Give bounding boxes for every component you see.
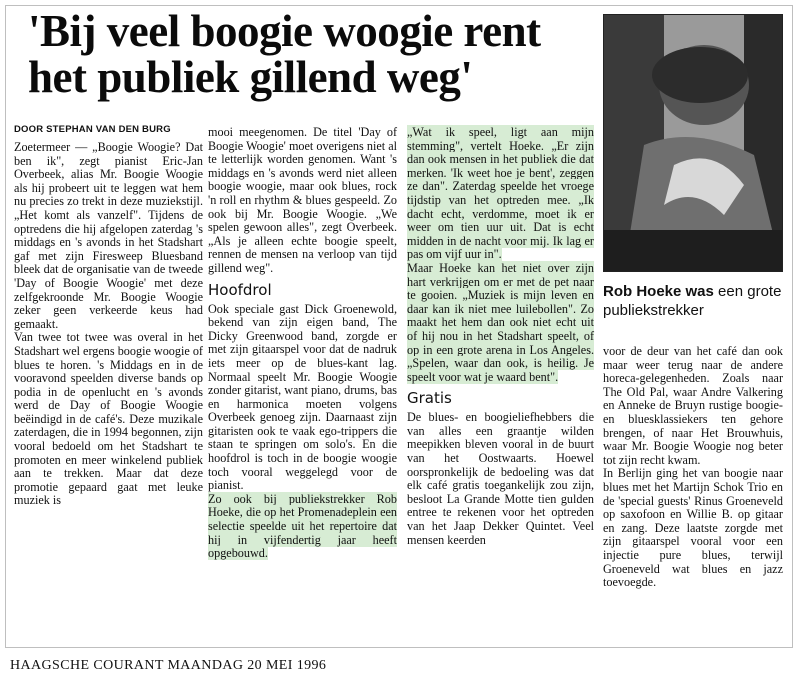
highlighted-text: Zo ook bij publiekstrekker Rob Hoeke, die op het Promenadeplein een selectie speelde uit het repertoire dat hij in vijfendertig jaar heeft opgebouwd. [208,491,397,561]
subheading-gratis: Gratis [407,389,452,408]
article-column-4 [603,345,783,590]
paragraph: voor de deur van het café dan ook maar weer terug naar de andere horeca-gelegenheden. Zoals naar The Old Pal, waar Andre Valkering en Anneke de Bruyn rustige boogie- en bluesklassiekers ten gehore brengen, of naar Het Brouwhuis, waar Mr. Boogie Woogie nog beter tot zijn recht kwam. [603,344,783,467]
paragraph: Van twee tot twee was overal in het Stadshart wel ergens boogie woogie of blues te horen. 's Middags en in de vooravond speelden diverse bands op podia in de openlucht en 's avonds werd de Day of Boogie Woogie beëindigd in de café's. Deze muzikale zaterdagen, die in 1994 begonnen, zijn vooral bedoeld om het Stadshart te promoten en meer winkelend publiek aan te trekken. Maar dat deze promotie gepaard gaat met leuke muziek is [14,330,203,508]
headline-line-1: 'Bij veel boogie woogie rent [28,6,541,56]
article-column-1 [14,141,203,508]
paragraph-highlighted [208,493,397,561]
subheading-hoofdrol: Hoofdrol [208,280,272,299]
paragraph: In Berlijn ging het van boogie naar blues met het Martijn Schok Trio en de 'special guests' Rinus Groeneveld op saxofoon en Willie B. op gitaar en zang. Deze laatste zorgde met zijn gitaarspel vooral voor een injectie pure blues, terwijl Groeneveld wat blues en jazz toevoegde. [603,466,783,590]
paragraph: Ook speciale gast Dick Groenewold, bekend van zijn eigen band, The Dicky Greenwood band, zorgde er met zijn gitaarspel voor dat de nadruk iets meer op de blues-kant lag. Normaal speelt Mr. Boogie Woogie zonder gitarist, want piano, drums, bas en harmonica moeten volgens Overbeek genoeg zijn. Daarnaast zijn gitaristen ook te vaak ego-trippers die staan te springen om solo's. En die hoofdrol is toch in de boogie woogie toch vooral weggelegd voor de pianist. [208,301,397,493]
photo-image [604,15,782,271]
paragraph-highlighted [407,126,594,262]
caption-text: een grote publiekstrekker [603,283,782,319]
photo-rob-hoeke [603,14,783,272]
headline [28,8,588,100]
paragraph: De blues- en boogieliefhebbers die van alles een graantje wilden meepikken bleven vooral in de buurt van het Oostwaarts. Hoewel oorspronkelijk de bedoeling was dat elk café gratis toegankelijk zou zijn, besloot La Grande Motte tien gulden entree te rekenen voor het optreden van het Jaap Dekker Quintet. Veel mensen keerden [407,410,594,547]
photo-caption [603,282,783,320]
newspaper-masthead: HAAGSCHE COURANT MAANDAG 20 MEI 1996 [10,658,327,673]
paragraph-highlighted [407,262,594,384]
highlighted-text: „Wat ik speel, ligt aan mijn stemming", vertelt Hoeke. „Er zijn dan ook mensen in het publiek die dat merken. 'Ik weet hoe je bent', zeggen ze dan". Zaterdag speelde het vroege tijdstip van het optreden mee. „Ik dacht echt, verdomme, moet ik er weer om tien uur uit. Dat is echt midden in de nacht voor mij. Ik lag er pas om vijf uur in". [407,125,594,262]
article-column-3 [407,126,594,547]
paragraph: Zoetermeer — „Boogie Woogie? Dat ben ik", zegt pianist Eric-Jan Overbeek, alias Mr. Boogie Woogie als hij probeert uit te leggen wat hem nu precies zo trekt in deze muziekstijl. „Het komt als vanzelf". Tijdens de optredens die hij afgelopen zaterdag 's middags en 's avonds in het Stadshart gaf met zijn Firesweep Bluesband bleek dat de organisatie van de tweede 'Day of Boogie Woogie' met deze zelfgekroonde Mr. Boogie Woogie zeker geen verkeerde keus had gemaakt. [14,140,203,331]
article-column-2 [208,126,397,561]
byline: DOOR STEPHAN VAN DEN BURG [14,124,171,135]
caption-bold: Rob Hoeke was [603,283,714,300]
paragraph: mooi meegenomen. De titel 'Day of Boogie Woogie' moet overigens niet al te letterlijk worden genomen. Want 's middags en 's avonds werd niet alleen boogie woogie, maar ook blues, rock 'n roll en rhythm & blues gespeeld. Zo ook bij Mr. Boogie Woogie. „We spelen gewoon alles", zegt Overbeek. „Als je alleen echte boogie speelt, rennen de mensen na verloop van tijd gillend weg". [208,125,397,275]
headline-line-2: het publiek gillend weg' [28,52,473,102]
highlighted-text: Maar Hoeke kan het niet over zijn hart verkrijgen om er met de pet naar te gooien. „Muziek is mijn leven en daar kan ik niet mee luilebollen". Zo maakt het hem dan ook niet echt uit of hij nou in het Stadshart speelt, of op in een grote arena in Los Angeles. „Spelen, waar dan ook, is heilig. Je speelt voor wat je waard bent". [407,260,594,384]
